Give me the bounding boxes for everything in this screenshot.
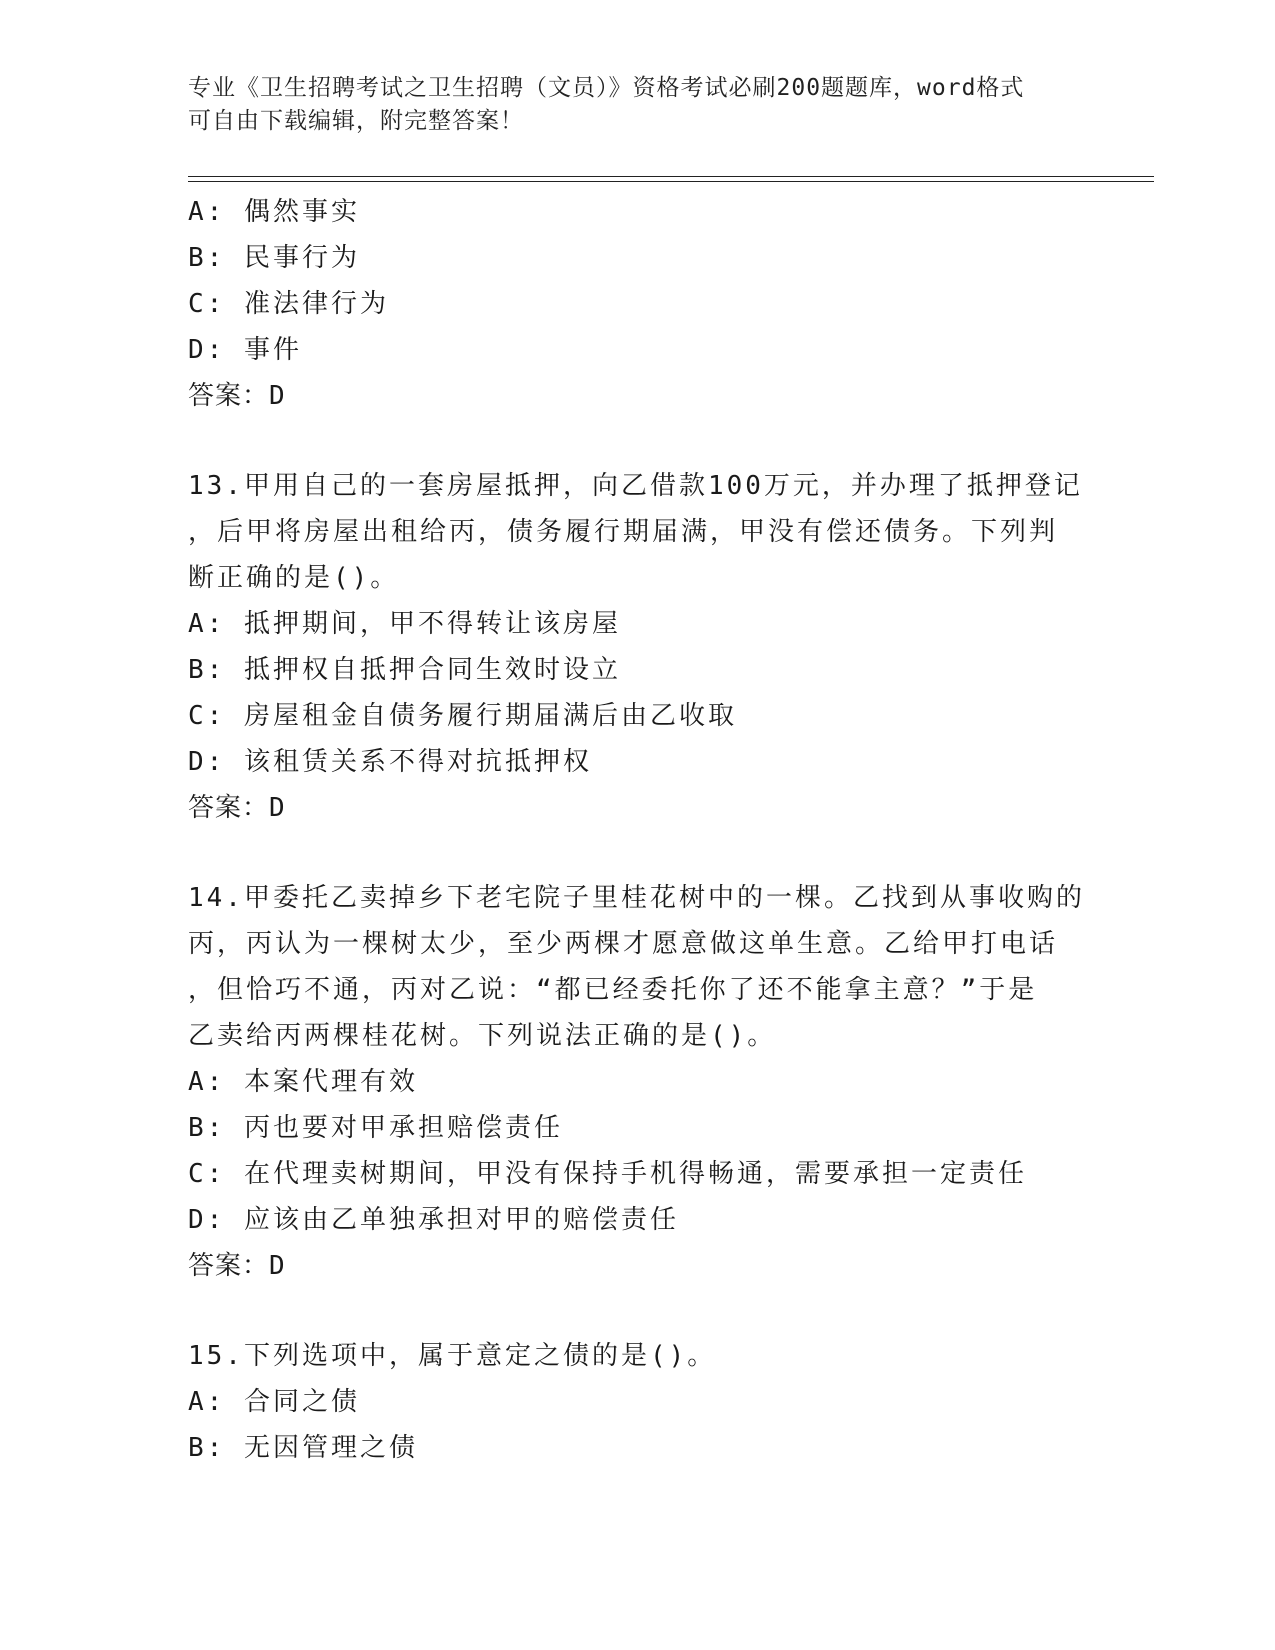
question-stem-line-2: 丙，丙认为一棵树太少，至少两棵才愿意做这单生意。乙给甲打电话 — [188, 929, 1059, 959]
question-14 — [188, 875, 1088, 1289]
option-b: B: 丙也要对甲承担赔偿责任 — [188, 1113, 563, 1143]
page-header — [188, 72, 1068, 138]
question-stem-line-1: 13.甲用自己的一套房屋抵押，向乙借款100万元，并办理了抵押登记 — [188, 471, 1083, 501]
question-stem-line-3: ，但恰巧不通，丙对乙说：“都已经委托你了还不能拿主意？”于是 — [188, 975, 1038, 1005]
header-divider-bottom — [188, 181, 1154, 182]
question-stem-line-2: ，后甲将房屋出租给丙，债务履行期届满，甲没有偿还债务。下列判 — [188, 517, 1059, 547]
option-b: B: 民事行为 — [188, 243, 360, 273]
option-c: C: 房屋租金自债务履行期届满后由乙收取 — [188, 701, 737, 731]
option-d: D: 事件 — [188, 335, 302, 365]
option-d: D: 该租赁关系不得对抗抵押权 — [188, 747, 592, 777]
header-line-2: 可自由下载编辑，附完整答案！ — [188, 108, 524, 134]
header-divider-top — [188, 176, 1154, 177]
spacer — [188, 831, 1088, 875]
question-list — [188, 189, 1088, 1471]
option-a: A: 抵押期间，甲不得转让该房屋 — [188, 609, 621, 639]
option-a: A: 合同之债 — [188, 1387, 360, 1417]
option-b: B: 无因管理之债 — [188, 1433, 418, 1463]
question-stem-line-3: 断正确的是()。 — [188, 563, 400, 593]
question-13 — [188, 463, 1088, 831]
question-stem-line-4: 乙卖给丙两棵桂花树。下列说法正确的是()。 — [188, 1021, 777, 1051]
question-12 — [188, 189, 1088, 419]
option-b: B: 抵押权自抵押合同生效时设立 — [188, 655, 621, 685]
question-stem-line-1: 15.下列选项中，属于意定之债的是()。 — [188, 1341, 717, 1371]
header-line-1: 专业《卫生招聘考试之卫生招聘（文员）》资格考试必刷200题题库，word格式 — [188, 75, 1025, 101]
question-stem-line-1: 14.甲委托乙卖掉乡下老宅院子里桂花树中的一棵。乙找到从事收购的 — [188, 883, 1085, 913]
option-c: C: 准法律行为 — [188, 289, 389, 319]
option-a: A: 偶然事实 — [188, 197, 360, 227]
spacer — [188, 1289, 1088, 1333]
answer: 答案：D — [188, 1251, 286, 1281]
option-c: C: 在代理卖树期间，甲没有保持手机得畅通，需要承担一定责任 — [188, 1159, 1027, 1189]
option-d: D: 应该由乙单独承担对甲的赔偿责任 — [188, 1205, 679, 1235]
spacer — [188, 419, 1088, 463]
answer: 答案：D — [188, 793, 286, 823]
answer: 答案：D — [188, 381, 286, 411]
question-15 — [188, 1333, 1088, 1471]
option-a: A: 本案代理有效 — [188, 1067, 418, 1097]
